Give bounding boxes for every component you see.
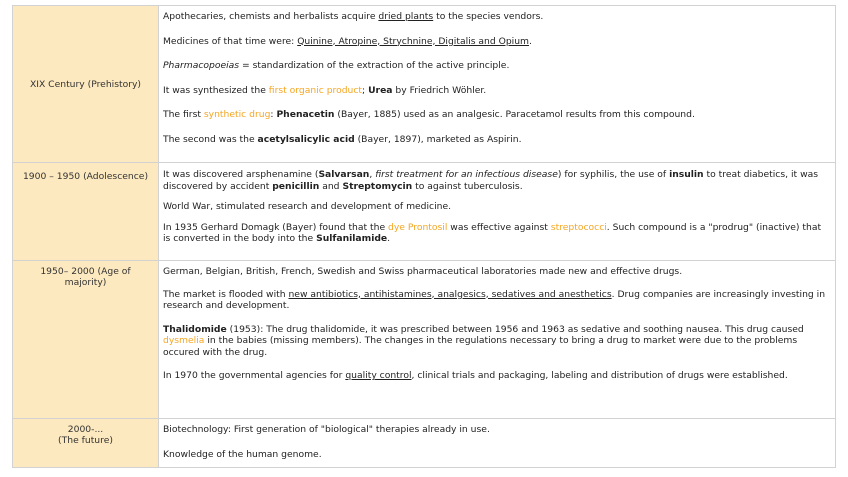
list-item: [163, 201, 829, 213]
list-item: [163, 60, 829, 72]
underlined-text: quality control: [345, 370, 412, 381]
table-row: [13, 419, 836, 468]
text: = standardization of the extraction of the active principle.: [239, 60, 510, 71]
text: The first: [163, 109, 204, 120]
text: .: [387, 233, 391, 244]
text: The market is flooded with: [163, 288, 289, 300]
text: It was discovered arsphenamine (: [163, 169, 319, 180]
table-row: [13, 261, 836, 419]
list-item: [163, 370, 829, 382]
text: It was synthesized the: [163, 84, 269, 96]
era-cell: [13, 261, 159, 419]
text: in the babies (missing members). The changes in the regulations necessary to bring a drug to market were due to the problems occured with the drug.: [163, 335, 798, 358]
list-item: [163, 36, 829, 48]
pharma-history-table: [12, 5, 836, 468]
text: to treat diabetics, it was discovered by accident: [163, 169, 818, 192]
bold-text: Thalidomide: [163, 323, 227, 335]
era-cell: [13, 6, 159, 163]
era-label: 1950– 2000 (Age of majority): [40, 266, 131, 288]
list-item: [163, 289, 829, 312]
era-cell: [13, 419, 159, 468]
text: . Drug companies are increasingly investing in research and development.: [163, 288, 826, 311]
era-label: 1900 – 1950 (Adolescence): [22, 171, 149, 182]
text: :: [270, 109, 277, 120]
bold-text: acetylsalicylic acid: [257, 133, 355, 145]
highlight-text: dye Prontosil: [388, 221, 448, 233]
text: , clinical trials and packaging, labeling and distribution of drugs were established.: [411, 370, 788, 381]
highlight-text: first organic product: [268, 84, 363, 96]
text: to the species vendors.: [433, 11, 544, 22]
text: (1953): The drug thalidomide, it was prescribed between 1956 and 1963 as sedative and soothing nausea. This drug caused: [226, 323, 804, 335]
bold-text: insulin: [669, 169, 704, 180]
bold-text: Urea: [368, 84, 393, 96]
underlined-text: Quinine, Atropine, Strychnine, Digitalis and Opium: [297, 35, 529, 47]
description-cell: [159, 6, 836, 163]
highlight-text: streptococci: [550, 221, 607, 233]
bold-text: penicillin: [272, 180, 320, 192]
text: (Bayer, 1885) used as an analgesic. Paracetamol results from this compound.: [334, 109, 695, 120]
text: ) for syphilis, the use of: [557, 169, 670, 180]
text: The second was the: [163, 133, 258, 145]
bold-text: Salvarsan: [318, 169, 370, 180]
text: . Such compound is a "prodrug" (inactive) that is converted in the body into the: [163, 221, 822, 244]
underlined-text: dried plants: [378, 11, 434, 22]
italic-text: Pharmacopoeias: [163, 60, 240, 71]
text: .: [529, 35, 532, 47]
bold-text: Sulfanilamide: [316, 233, 388, 244]
text: by Friedrich Wöhler.: [392, 84, 487, 96]
text: In 1935 Gerhard Domagk (Bayer) found that the: [163, 221, 389, 233]
text: Knowledge of the human genome.: [163, 448, 322, 460]
text: World War, stimulated research and development of medicine.: [163, 201, 452, 212]
text: ,: [369, 169, 376, 180]
era-label-line1: 2000-...: [67, 424, 104, 435]
list-item: [163, 266, 829, 278]
italic-text: first treatment for an infectious disease: [375, 169, 558, 180]
list-item: [163, 222, 829, 245]
highlight-text: synthetic drug: [203, 109, 271, 120]
table-row: [13, 6, 836, 163]
list-item: [163, 424, 829, 436]
text: (Bayer, 1897), marketed as Aspirin.: [354, 133, 522, 145]
list-item: [163, 109, 829, 121]
description-cell: [159, 163, 836, 261]
list-item: [163, 134, 829, 146]
text: to against tuberculosis.: [412, 180, 523, 192]
list-item: [163, 85, 829, 97]
era-cell: [13, 163, 159, 261]
era-label: XIX Century (Prehistory): [29, 78, 142, 90]
text: In 1970 the governmental agencies for: [163, 370, 346, 381]
list-item: [163, 169, 829, 192]
text: ;: [362, 84, 369, 96]
text: Biotechnology: First generation of "biological" therapies already in use.: [163, 424, 490, 435]
text: was effective against: [447, 221, 551, 233]
bold-text: Streptomycin: [342, 180, 413, 192]
highlight-text: dysmelia: [163, 335, 205, 346]
underlined-text: new antibiotics, antihistamines, analgesics, sedatives and anesthetics: [288, 288, 612, 300]
list-item: [163, 324, 829, 359]
description-cell: [159, 419, 836, 468]
list-item: [163, 449, 829, 461]
table-row: [13, 163, 836, 261]
era-label-line2: (The future): [58, 435, 113, 446]
text: Medicines of that time were:: [163, 35, 298, 47]
list-item: [163, 11, 829, 23]
text: Apothecaries, chemists and herbalists acquire: [163, 11, 379, 22]
description-cell: [159, 261, 836, 419]
bold-text: Phenacetin: [276, 109, 335, 120]
text: and: [319, 180, 343, 192]
text: German, Belgian, British, French, Swedish and Swiss pharmaceutical laboratories made new and effective drugs.: [163, 266, 683, 277]
